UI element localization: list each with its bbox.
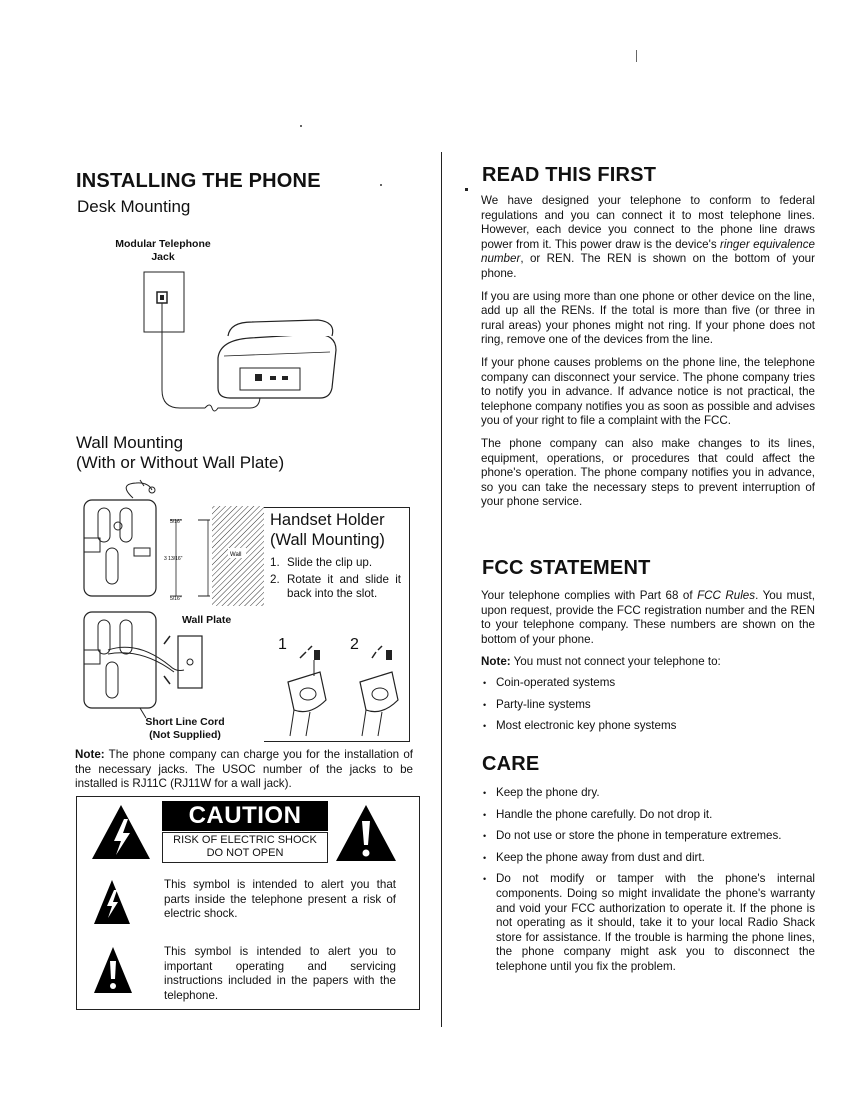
wall-jack-plate xyxy=(144,272,184,332)
install-note: Note: The phone company can charge you for the installation of the necessary jacks. The USOC number of the jacks to be installed is RJ11C (RJ11W for a wall jack). xyxy=(75,748,413,791)
list-item: • Party-line systems xyxy=(481,698,815,713)
svg-text:5/16": 5/16" xyxy=(170,596,182,602)
read-paragraph-4: The phone company can also make changes to its lines, equipment, operations, or procedures that could affect the phone's operation. The phone company notifies you in advance, so you can take the necessary steps to prevent interruption of your phone service. xyxy=(481,436,815,509)
list-item: • Coin-operated systems xyxy=(481,676,815,691)
handset-holder-steps xyxy=(270,556,401,602)
list-item: • Keep the phone dry. xyxy=(481,786,815,801)
fcc-statement-heading: FCC STATEMENT xyxy=(482,557,651,579)
list-item: • Do not modify or tamper with the phone's internal components. Doing so might invalidate the phone's warranty and void your FCC authorization to operate it. If the phone is not operating as it should, take it to your local Radio Shack store for assistance. If the trouble is harming the phone lines, the phone company might ask you to disconnect the telephone until you fix the problem. xyxy=(481,872,815,974)
scan-speck xyxy=(465,188,468,191)
jack-label: Modular Telephone Jack xyxy=(115,238,211,263)
holder-step-2: 2. Rotate it and slide it back into the slot. xyxy=(270,572,401,601)
figure-2-label: 2 xyxy=(350,636,359,653)
holder-step-1: 1. Slide the clip up. xyxy=(270,556,373,569)
read-paragraph-2: If you are using more than one phone or other device on the line, add up all the RENs. If the total is more than five (or three in rural areas) your phones might not ring. If your phone does not ring, remove one of the devices from the line. xyxy=(481,289,815,347)
list-item: • Keep the phone away from dust and dirt. xyxy=(481,851,815,866)
short-line-cord-label: Short Line Cord (Not Supplied) xyxy=(145,716,225,741)
care-heading: CARE xyxy=(482,753,540,775)
caution-subtitle: RISK OF ELECTRIC SHOCK DO NOT OPEN xyxy=(162,832,328,863)
care-bullet-list xyxy=(481,786,815,975)
wall-mounting-heading: Wall Mounting (With or Without Wall Plate) xyxy=(76,433,285,472)
figure-1-label: 1 xyxy=(278,636,287,653)
page-title: INSTALLING THE PHONE xyxy=(76,170,321,192)
fcc-section xyxy=(481,589,815,741)
scan-speck xyxy=(380,184,382,186)
care-section xyxy=(481,786,815,982)
symbol-2-description: This symbol is intended to alert you to important operating and servicing instructions included in the papers with the telephone. xyxy=(164,945,396,1002)
electric-shock-icon xyxy=(92,878,132,926)
read-this-first-section xyxy=(481,194,815,518)
list-item: • Do not use or store the phone in temperature extremes. xyxy=(481,829,815,844)
fcc-note: Note: You must not connect your telephone to: xyxy=(481,655,721,669)
svg-text:5/16": 5/16" xyxy=(170,519,182,525)
symbol-1-description: This symbol is intended to alert you that parts inside the telephone present a risk of electric shock. xyxy=(164,878,396,921)
exclamation-icon xyxy=(92,945,134,995)
fcc-paragraph: Your telephone complies with Part 68 of FCC Rules. You must, upon request, provide the FCC registration number and the REN to your telephone company. These numbers are shown on the bottom of your phone. xyxy=(481,589,815,646)
wall-plate xyxy=(178,636,202,688)
electric-shock-warning-icon xyxy=(90,803,152,861)
read-paragraph-3: If your phone causes problems on the phone line, the telephone company can disconnect your service. The phone company tries to notify you in advance. If advance notice is not practical, the telephone company notifies you as soon as possible and advises you of your right to file a complaint with the FCC. xyxy=(481,355,815,428)
list-item: • Most electronic key phone systems xyxy=(481,719,815,734)
handset-holder-illustration xyxy=(270,636,404,740)
handset-holder-box xyxy=(264,507,410,742)
fcc-bullet-list xyxy=(481,676,815,734)
caution-banner: CAUTION xyxy=(162,801,328,831)
read-paragraph-1: We have designed your telephone to conform to federal regulations and you can connect it to most telephone lines. However, each device you connect to the phone line draws power from it. This power draw is the device's ringer equivalence number, or REN. The REN is shown on the bottom of your phone. xyxy=(481,194,815,280)
column-divider xyxy=(441,152,442,1027)
desk-mounting-heading: Desk Mounting xyxy=(77,197,191,216)
handset-holder-title: Handset Holder (Wall Mounting) xyxy=(270,511,385,549)
list-item: • Handle the phone carefully. Do not drop it. xyxy=(481,808,815,823)
wall-plate-illustration xyxy=(78,610,218,720)
exclamation-warning-icon xyxy=(334,803,398,863)
wall-plate-label: Wall Plate xyxy=(182,614,232,626)
svg-text:Wall: Wall xyxy=(230,552,242,558)
scan-speck xyxy=(300,125,302,127)
desk-mounting-illustration xyxy=(140,270,340,420)
scan-speck xyxy=(636,50,637,62)
telephone-base xyxy=(218,320,336,398)
read-this-first-heading: READ THIS FIRST xyxy=(482,164,657,186)
svg-text:3 13/16": 3 13/16" xyxy=(164,556,183,562)
wall-mount-base-illustration xyxy=(78,478,268,608)
